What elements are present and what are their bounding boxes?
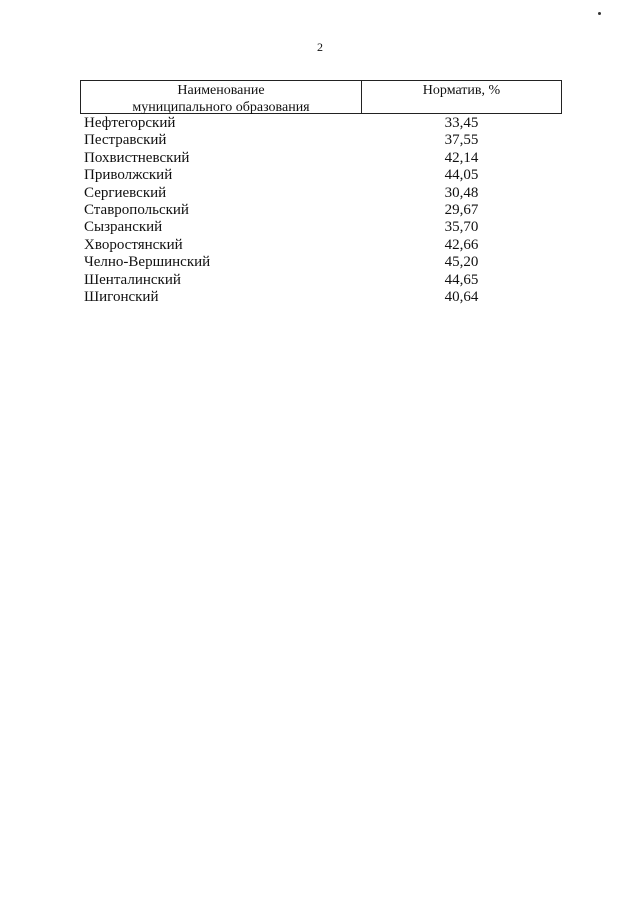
norm-value: 42,66 xyxy=(444,236,479,253)
header-norm: Норматив, % xyxy=(422,83,501,98)
norm-value: 37,55 xyxy=(444,132,479,149)
municipality-name: Сергиевский xyxy=(84,184,167,201)
table-body xyxy=(80,115,562,306)
scan-speck xyxy=(598,12,601,15)
municipality-name: Шенталинский xyxy=(84,271,181,288)
norm-value: 44,05 xyxy=(444,167,479,184)
table-row xyxy=(80,272,562,289)
norm-value: 33,45 xyxy=(444,115,479,131)
table-row xyxy=(80,115,562,132)
norms-table xyxy=(80,80,562,306)
table-row xyxy=(80,150,562,167)
norm-value: 45,20 xyxy=(444,254,479,271)
municipality-name: Хворостянский xyxy=(84,236,183,253)
municipality-name: Пестравский xyxy=(84,132,167,149)
table-row xyxy=(80,185,562,202)
norm-value: 30,48 xyxy=(444,184,479,201)
municipality-name: Сызранский xyxy=(84,219,163,236)
header-municipality-line1: Наименование xyxy=(177,83,265,98)
table-row xyxy=(80,289,562,306)
table-row xyxy=(80,132,562,149)
municipality-name: Приволжский xyxy=(84,167,173,184)
norm-value: 40,64 xyxy=(444,288,479,305)
header-municipality-line2: муниципального образования xyxy=(132,100,310,115)
page-number: 2 xyxy=(317,40,323,54)
table-row xyxy=(80,167,562,184)
norm-value: 35,70 xyxy=(444,219,479,236)
municipality-name: Шигонский xyxy=(84,288,159,305)
municipality-name: Нефтегорский xyxy=(84,115,176,131)
table-row xyxy=(80,237,562,254)
norm-value: 44,65 xyxy=(444,271,479,288)
header-municipality xyxy=(81,81,362,113)
norm-value: 42,14 xyxy=(444,149,479,166)
table-row xyxy=(80,219,562,236)
table-row xyxy=(80,254,562,271)
municipality-name: Челно-Вершинский xyxy=(84,254,211,271)
table-header xyxy=(80,80,562,114)
municipality-name: Похвистневский xyxy=(84,149,190,166)
municipality-name: Ставропольский xyxy=(84,201,189,218)
table-row xyxy=(80,202,562,219)
norm-value: 29,67 xyxy=(444,201,479,218)
